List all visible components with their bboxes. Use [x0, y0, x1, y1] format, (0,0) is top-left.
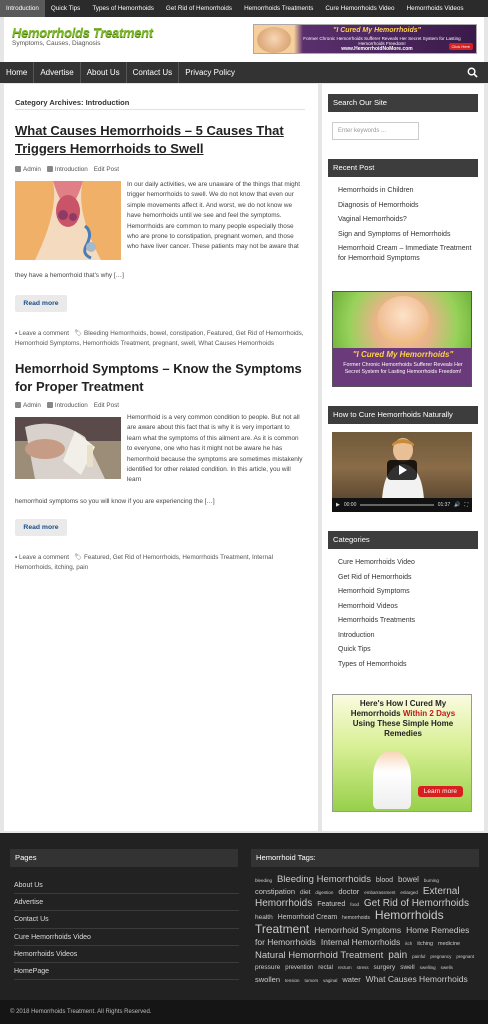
tag-link[interactable]: constipation: [255, 887, 296, 896]
tag-link[interactable]: Featured: [317, 901, 346, 908]
tag-link[interactable]: Natural Hemorrhoid Treatment: [255, 950, 384, 961]
tag-link[interactable]: itch: [405, 941, 413, 946]
video-controls: [332, 498, 472, 512]
sidebar-ad[interactable]: [332, 291, 472, 387]
tag-link[interactable]: prevention: [285, 965, 314, 971]
category-list: [338, 558, 476, 674]
archive-title: Category Archives: Introduction: [15, 98, 130, 107]
tag-link[interactable]: pain: [388, 950, 408, 961]
learn-more-button[interactable]: Learn more: [418, 786, 463, 797]
footer-pages-title: Pages: [10, 849, 238, 867]
tag-link[interactable]: painful: [412, 954, 426, 959]
widget-title-recent: Recent Post: [328, 159, 478, 177]
footer-tags-title: Hemorrhoid Tags:: [251, 849, 479, 867]
tag-link[interactable]: blood: [375, 877, 394, 884]
banner-url: www.HemorrhoidNoMore.com: [341, 46, 413, 52]
site-title[interactable]: Hemorrhoids Treatment: [12, 25, 153, 40]
post-meta: [15, 402, 119, 409]
ad2-woman-image: [373, 751, 411, 809]
sidebar: [322, 84, 484, 831]
divider: [15, 109, 305, 110]
folder-icon: [47, 166, 53, 172]
tag-link[interactable]: Hemorrhoids Treatment: [255, 908, 444, 936]
tag-link[interactable]: enlarged: [400, 890, 418, 895]
footer-pages-list: [14, 877, 239, 980]
post-tags: [15, 329, 305, 349]
site-logo[interactable]: [12, 25, 153, 47]
tag-icon: 🏷: [70, 554, 85, 561]
recent-post-link[interactable]: Diagnosis of Hemorrhoids: [338, 201, 419, 209]
banner-text: Former Chronic Hemorrhoids Sufferer Reveals Her Secret System for Lasting Hemorrhoids Freedom!: [303, 36, 461, 46]
ad-woman-face: [377, 296, 429, 344]
tag-link[interactable]: Home Remedies for Hemorrhoids: [255, 925, 470, 947]
recent-post-link[interactable]: Hemorrhoid Cream – Immediate Treatment for Hemorrhoid Symptoms: [338, 245, 472, 262]
category-link[interactable]: Introduction: [338, 631, 375, 639]
category-link[interactable]: Types of Hemorrhoids: [338, 660, 407, 668]
tag-link[interactable]: food: [350, 902, 359, 907]
tag-link[interactable]: Hemorrhoid Symptoms: [314, 925, 402, 935]
widget-title-categories: Categories: [328, 531, 478, 549]
read-more-button[interactable]: Read more: [15, 295, 67, 312]
footer-widgets: [0, 833, 488, 1000]
post-meta: [15, 166, 119, 173]
topmenu-introduction[interactable]: Introduction: [0, 0, 45, 17]
tag-link[interactable]: External Hemorrhoids: [255, 886, 460, 909]
tag-link[interactable]: embarrassment: [364, 890, 396, 895]
banner-woman-image: [257, 27, 291, 53]
nav-privacy[interactable]: Privacy Policy: [185, 68, 235, 77]
recent-post-link[interactable]: Hemorrhoids in Children: [338, 187, 414, 194]
post-thumbnail[interactable]: [15, 181, 121, 260]
footer-page-link[interactable]: HomePage: [14, 963, 239, 980]
topmenu-cure-video[interactable]: Cure Hemorrhoids Video: [325, 5, 395, 12]
category-link[interactable]: Hemorrhoids Treatments: [338, 617, 416, 624]
category-link[interactable]: Hemorrhoid Symptoms: [338, 588, 410, 595]
nav-home[interactable]: Home: [0, 62, 34, 83]
tag-icon: 🏷: [70, 330, 85, 337]
recent-post-link[interactable]: Sign and Symptoms of Hemorrhoids: [338, 230, 451, 238]
tag-link[interactable]: swell: [400, 964, 415, 971]
ad-headline: "I Cured My Hemorrhoids": [352, 350, 454, 359]
tag-link[interactable]: swollen: [255, 975, 281, 984]
tag-link[interactable]: health: [255, 914, 273, 921]
tag-link[interactable]: Get Rid of Hemorrhoids: [363, 898, 469, 909]
recent-post-list: [338, 186, 476, 268]
top-menu: [0, 0, 488, 17]
post-title[interactable]: Hemorrhoid Symptoms – Know the Symptoms for Proper Treatment: [15, 361, 302, 394]
site-header: [4, 17, 484, 62]
post-excerpt-end: hemorrhoid symptoms so you will know if you are experiencing the […]: [15, 498, 215, 505]
footer-page-link[interactable]: Advertise: [14, 894, 239, 911]
nav-about[interactable]: About Us: [81, 62, 127, 83]
category-link[interactable]: Quick Tips: [338, 646, 371, 653]
leave-comment-link[interactable]: Leave a comment: [18, 330, 70, 337]
nav-contact[interactable]: Contact Us: [127, 62, 180, 83]
tag-link[interactable]: doctor: [338, 887, 360, 896]
edit-post-link[interactable]: Edit Post: [93, 402, 119, 409]
ad-text: Former Chronic Hemorrhoids Sufferer Reveals Her Secret System for Lasting Hemorrhoids Freedom!: [343, 362, 463, 375]
author-link[interactable]: Admin: [15, 166, 41, 173]
volume-icon[interactable]: 🔊: [454, 502, 461, 508]
post-excerpt: Hemorrhoid is a very common condition to people. But not all are aware about this fact that is why it is very important to learn what the symptoms of this ailment are. As it is common to everyone, one who has it might not be aware he has hemorrhoid because the symptoms are sometimes mistakenly identified for other related condition. In this article, you will learn: [127, 414, 303, 484]
tag-cloud: [255, 874, 479, 986]
post-excerpt-end: they have a hemorrhoid that's why […]: [15, 272, 124, 279]
tag-link[interactable]: vaginal: [323, 978, 338, 983]
fullscreen-icon[interactable]: ⛶: [464, 502, 468, 508]
category-link[interactable]: Hemorrhoid Videos: [338, 602, 398, 610]
topmenu-get-rid[interactable]: Get Rid of Hemorrhoids: [165, 5, 233, 12]
comment-icon: ▪: [15, 554, 19, 561]
video-progress[interactable]: [360, 504, 433, 506]
category-link[interactable]: Get Rid of Hemorrhoids: [338, 573, 412, 581]
tag-link[interactable]: bleeding: [255, 878, 273, 883]
category-link[interactable]: Introduction: [47, 402, 88, 409]
ad2-headline: Here's How I Cured My Hemorrhoids Within 2 Days Using These Simple Home Remedies: [350, 699, 456, 738]
banner-click-button[interactable]: Click Here: [449, 43, 473, 50]
tag-link[interactable]: tension: [284, 978, 300, 983]
recent-post-link[interactable]: Vaginal Hemorrhoids?: [338, 216, 407, 223]
edit-post-link[interactable]: Edit Post: [93, 166, 119, 173]
topmenu-videos[interactable]: Hemorrhoids Videos: [406, 5, 464, 12]
category-link[interactable]: Cure Hemorrhoids Video: [338, 559, 415, 566]
nav-advertise[interactable]: Advertise: [34, 62, 80, 83]
tag-link[interactable]: pregnant: [456, 954, 475, 959]
widget-title-video: How to Cure Hemorrhoids Naturally: [328, 406, 478, 424]
tag-link[interactable]: medicine: [438, 941, 461, 947]
topmenu-treatments[interactable]: Hemorrhoids Treatments: [244, 5, 314, 12]
tag-link[interactable]: Hemorrhoid Cream: [277, 914, 338, 921]
post-title[interactable]: What Causes Hemorrhoids – 5 Causes That Triggers Hemorrhoids to Swell: [15, 123, 284, 156]
tag-link[interactable]: digestion: [315, 890, 334, 895]
site-tagline: Symptoms, Causes, Diagnosis: [12, 40, 101, 47]
tag-link[interactable]: What Causes Hemorrhoids: [365, 974, 468, 984]
user-icon: [15, 402, 21, 408]
tag-link[interactable]: Internal Hemorrhoids: [320, 937, 401, 947]
tag-link[interactable]: diet: [299, 889, 311, 896]
search-icon[interactable]: [467, 67, 478, 78]
footer-page-link[interactable]: Contact Us: [14, 911, 239, 928]
category-link[interactable]: Introduction: [47, 166, 88, 173]
tag-link[interactable]: water: [342, 975, 361, 984]
footer-page-link[interactable]: Hemorrhoids Videos: [14, 946, 239, 963]
tag-list[interactable]: Bleeding Hemorrhoids, bowel, constipation, Featured, Get Rid of Hemorrhoids, Hemorrhoid Symptoms, Hemorrhoids Treatment, pregnant, swell, What Causes Hemorrhoids: [15, 330, 304, 347]
main-content: [4, 84, 318, 831]
tag-list[interactable]: Featured, Get Rid of Hemorrhoids, Hemorrhoids Treatment, Internal Hemorrhoids, itching, pain: [15, 554, 274, 571]
tag-link[interactable]: pressure: [255, 964, 281, 971]
author-link[interactable]: Admin: [15, 402, 41, 409]
main-nav: [0, 62, 488, 83]
post-tags: [15, 553, 305, 573]
play-icon[interactable]: ▶: [336, 502, 340, 508]
video-duration: 01:37: [437, 502, 451, 508]
tag-link[interactable]: rectum: [337, 965, 352, 970]
tag-link[interactable]: pregnancy: [430, 954, 452, 959]
copyright: © 2018 Hemorrhoids Treatment. All Rights Reserved.: [0, 1000, 488, 1024]
comment-icon: ▪: [15, 330, 19, 337]
tag-link[interactable]: surgery: [373, 964, 396, 971]
footer-page-link[interactable]: About Us: [14, 877, 239, 894]
tag-link[interactable]: rectal: [318, 965, 333, 971]
tag-link[interactable]: swelling: [419, 965, 436, 970]
post-excerpt: In our daily activities, we are unaware of the things that might trigger hemorrhoids to swell. We do not know that even our simple movements affect it. And worst, we do not know we have hemorrhoids until we see and feel the symptoms. Hemorrhoids are common to many people especially those who are prone to constipation, pregnant women, and those who have liver cancer. These patients may not be aware that: [127, 181, 300, 251]
widget-title-search: Search Our Site: [328, 94, 478, 112]
tag-link[interactable]: Bleeding Hemorrhoids: [276, 874, 371, 885]
tag-link[interactable]: swells: [440, 965, 453, 970]
tag-link[interactable]: hemorrhoids: [342, 915, 370, 921]
folder-icon: [47, 402, 53, 408]
sidebar-remedies-ad[interactable]: [332, 694, 472, 812]
tag-link[interactable]: tumors: [304, 978, 319, 983]
user-icon: [15, 166, 21, 172]
topmenu-quick-tips[interactable]: Quick Tips: [50, 5, 81, 12]
tag-link[interactable]: stress: [356, 965, 369, 970]
tag-link[interactable]: itching: [417, 941, 434, 947]
banner-headline: "I Cured My Hemorrhoids": [333, 27, 421, 34]
play-button[interactable]: [387, 460, 417, 480]
tag-link[interactable]: burning: [423, 878, 439, 883]
sidebar-search-input[interactable]: Enter keywords ...: [332, 122, 419, 140]
video-current-time: 00:00: [343, 502, 357, 508]
read-more-button[interactable]: Read more: [15, 519, 67, 536]
leave-comment-link[interactable]: Leave a comment: [18, 554, 70, 561]
video-player[interactable]: [332, 432, 472, 512]
footer-page-link[interactable]: Cure Hemorrhoids Video: [14, 929, 239, 946]
header-banner-ad[interactable]: [253, 24, 477, 54]
tag-link[interactable]: bowel: [398, 875, 419, 884]
post-thumbnail[interactable]: [15, 417, 121, 479]
topmenu-types[interactable]: Types of Hemorrhoids: [92, 5, 154, 12]
